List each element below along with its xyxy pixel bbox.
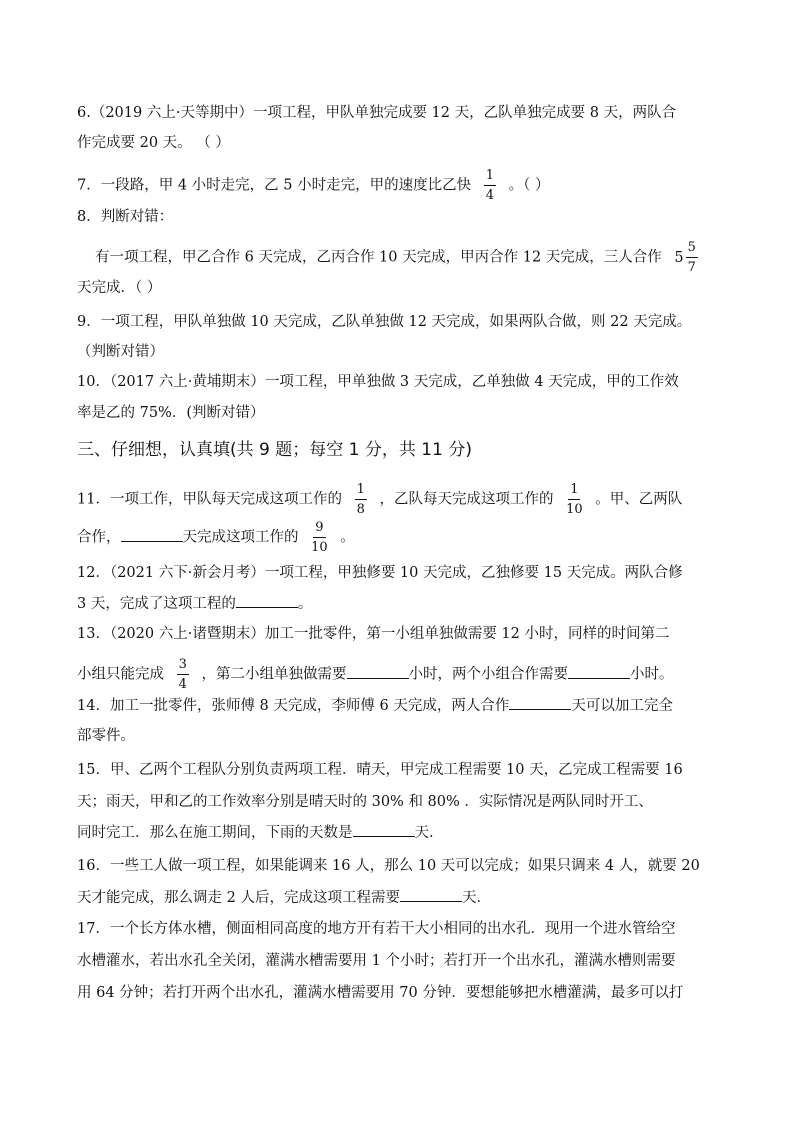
question-14-line-2: 部零件。 <box>77 728 135 744</box>
fraction <box>355 482 367 517</box>
fraction-denominator: 4 <box>485 188 495 203</box>
question-13-line2-mid: ，第二小组单独做需要 <box>201 666 347 683</box>
question-14-text: 14．加工一批零件，张师傅 8 天完成，李师傅 6 天完成，两人合作 <box>77 698 510 714</box>
question-17-line-2: 水槽灌水，若出水孔全关闭，灌满水槽需要用 1 个小时；若打开一个出水孔，灌满水槽则需要 <box>77 953 676 969</box>
question-13-line2-text: 小组只能完成 <box>77 666 164 683</box>
question-17-line-1: 17．一个长方体水槽，侧面相同高度的地方开有若干大小相同的出水孔．现用一个进水管给空 <box>77 921 676 937</box>
question-12-line-2 <box>77 593 724 614</box>
question-11-line-2 <box>77 520 724 555</box>
question-11-line-1 <box>77 482 724 517</box>
question-11-text: 11．一项工作，甲队每天完成这项工作的 <box>77 491 342 508</box>
question-11-text-post: 。甲、乙两队 <box>595 491 683 508</box>
section-3-heading: 三、仔细想，认真填(共 9 题；每空 1 分，共 11 分) <box>77 440 472 460</box>
question-9-line-2: （判断对错） <box>77 344 164 360</box>
question-11-line2-mid: 天完成这项工作的 <box>182 529 299 546</box>
question-12-line2-text: 3 天，完成了这项工程的 <box>77 596 236 612</box>
fraction <box>566 482 583 517</box>
fraction-numerator: 5 <box>686 240 698 258</box>
question-13-line2-post: 小时。 <box>630 666 674 683</box>
question-15-line-1: 15．甲、乙两个工程队分别负责两项工程．晴天，甲完成工程需要 10 天，乙完成工程需要 16 <box>77 762 683 778</box>
question-12-line2-post: 。 <box>297 596 313 612</box>
question-11-line2-post: 。 <box>340 529 355 546</box>
question-8-title: 8．判断对错： <box>77 209 174 225</box>
question-7-text: 7．一段路，甲 4 小时走完，乙 5 小时走完，甲的速度比乙快 <box>77 177 472 194</box>
fraction-numerator: 1 <box>484 168 496 186</box>
fraction <box>177 657 189 692</box>
question-15-line3-text: 同时完工．那么在施工期间，下雨的天数是 <box>77 825 353 841</box>
question-10-line-2: 率是乙的 75%．(判断对错） <box>77 405 265 421</box>
answer-blank[interactable] <box>236 593 298 608</box>
question-16-line-1: 16．一些工人做一项工程，如果能调来 16 人，那么 10 天可以完成；如果只调来 4 人，就要 20 <box>77 858 700 874</box>
fraction-numerator: 3 <box>177 657 189 675</box>
question-13-line2-mid2: 小时，两个小组合作需要 <box>408 666 568 683</box>
question-8-body <box>95 240 724 275</box>
mixed-number-whole: 5 <box>674 249 684 266</box>
question-13-line-1: 13．（2020 六上·诸暨期末）加工一批零件，第一小组单独做需要 12 小时，同样的时间第二 <box>77 626 670 642</box>
answer-blank[interactable] <box>353 822 415 837</box>
fraction-denominator: 8 <box>356 502 365 517</box>
question-15-line-3 <box>77 822 724 843</box>
question-14-text-post: 天可以加工完全 <box>571 698 673 714</box>
question-12-line-1: 12．（2021 六下·新会月考）一项工程，甲独修要 10 天完成，乙独修要 15 天完成。两队合修 <box>77 565 683 581</box>
question-8-tail: 天完成．（ ） <box>77 280 162 296</box>
question-15-line-2: 天；雨天，甲和乙的工作效率分别是晴天时的 30% 和 80% ．实际情况是两队同时开工、 <box>77 794 653 810</box>
fraction-denominator: 10 <box>566 502 583 517</box>
question-10-line-1: 10．（2017 六上·黄埔期末）一项工程，甲单独做 3 天完成，乙单独做 4 天完成，甲的工作效 <box>77 374 679 390</box>
fraction-denominator: 7 <box>687 260 696 275</box>
question-16-line2-post: 天． <box>461 890 491 906</box>
question-15-line3-post: 天． <box>414 825 444 841</box>
fraction <box>311 520 328 555</box>
answer-blank[interactable] <box>509 695 571 710</box>
question-14-line-1 <box>77 695 724 716</box>
fraction-denominator: 10 <box>311 540 328 555</box>
answer-blank[interactable] <box>347 664 409 679</box>
question-7-answer-paren: 。（ ） <box>508 177 550 194</box>
question-16-line-2 <box>77 887 724 908</box>
fraction-numerator: 9 <box>313 520 325 538</box>
question-9-line-1: 9．一项工程，甲队单独做 10 天完成，乙队单独做 12 天完成，如果两队合做，则 22 天完成。 <box>77 314 692 330</box>
question-16-line2-text: 天才能完成，那么调走 2 人后，完成这项工程需要 <box>77 890 400 906</box>
fraction <box>484 168 496 203</box>
question-11-text-mid: ，乙队每天完成这项工作的 <box>379 491 554 508</box>
answer-blank[interactable] <box>121 527 183 542</box>
question-13-line-2 <box>77 657 724 692</box>
fraction <box>686 240 698 275</box>
fraction-numerator: 1 <box>355 482 367 500</box>
question-6-line-1: 6.（2019 六上·天等期中）一项工程，甲队单独完成要 12 天，乙队单独完成要 8 天，两队合 <box>77 105 677 121</box>
question-6-line-2: 作完成要 20 天。 （ ） <box>77 135 230 151</box>
answer-blank[interactable] <box>568 664 630 679</box>
fraction-numerator: 1 <box>568 482 580 500</box>
question-17-line-3: 用 64 分钟；若打开两个出水孔，灌满水槽需要用 70 分钟．要想能够把水槽灌满，最多可以打 <box>77 985 684 1001</box>
question-7 <box>77 168 724 203</box>
fraction-denominator: 4 <box>178 677 187 692</box>
question-11-line2-text: 合作， <box>77 529 121 546</box>
answer-blank[interactable] <box>400 887 462 902</box>
question-8-text: 有一项工程，甲乙合作 6 天完成，乙丙合作 10 天完成，甲丙合作 12 天完成，三人合作 <box>95 249 662 266</box>
